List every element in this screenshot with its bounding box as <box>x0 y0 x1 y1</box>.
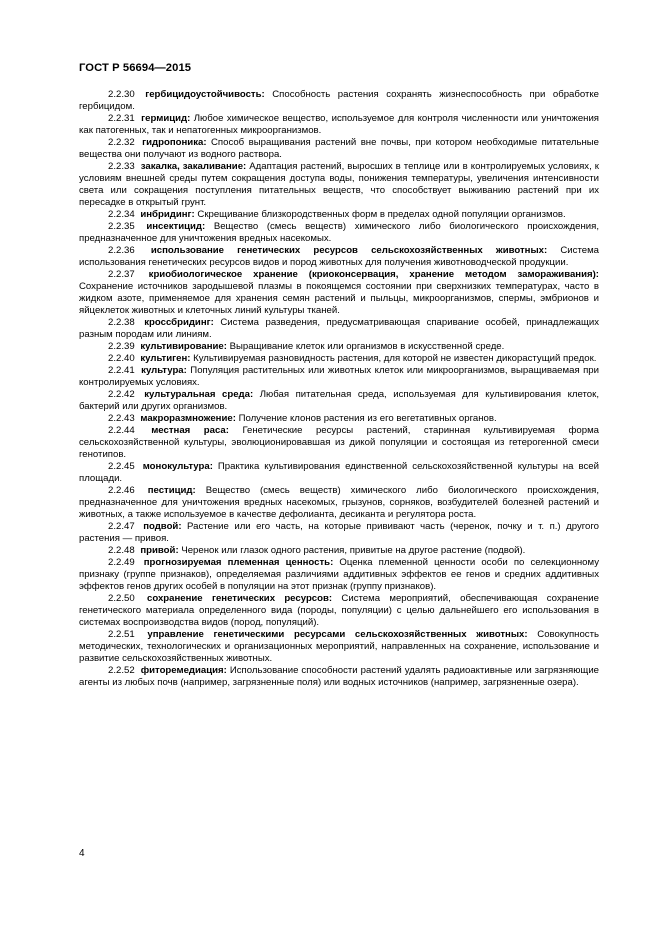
term-definition: Вещество (смесь веществ) химического либо биологического происхождения, предназначенное для уничтожения вредных насекомых, грызунов, сорняков, возбудителей болезней растений и животных, а также используемое в качестве дефолианта, десиканта и регулятора роста. <box>79 485 600 520</box>
term-entry <box>79 389 599 413</box>
term-name: гербицидоустойчивость: <box>145 89 265 100</box>
term-definition: Способность растения сохранять жизнеспособность при обработке гербицидом. <box>79 89 600 112</box>
term-number: 2.2.45 <box>108 461 135 472</box>
terms-list <box>79 89 599 689</box>
term-number: 2.2.33 <box>108 161 135 172</box>
term-definition: Популяция растительных или животных клеток или микроорганизмов, выращиваемая при контролируемых условиях. <box>79 365 599 388</box>
term-number: 2.2.51 <box>108 629 135 640</box>
term-entry <box>79 413 599 425</box>
term-name: привой: <box>140 545 179 556</box>
term-entry <box>79 341 599 353</box>
term-definition: Любое химическое вещество, используемое для контроля численности или уничтожения как патогенных, так и непатогенных микроорганизмов. <box>79 113 600 136</box>
term-entry <box>79 89 599 113</box>
term-name: культура: <box>141 365 187 376</box>
term-number: 2.2.52 <box>108 665 135 676</box>
term-number: 2.2.30 <box>108 89 135 100</box>
term-name: прогнозируемая племенная ценность: <box>143 557 334 568</box>
term-name: культивирование: <box>140 341 227 352</box>
term-definition: Черенок или глазок одного растения, привитые на другое растение (подвой). <box>181 545 526 556</box>
term-name: управление генетическими ресурсами сельскохозяйственных животных: <box>147 629 528 640</box>
term-name: гермицид: <box>141 113 191 124</box>
term-number: 2.2.34 <box>108 209 135 220</box>
term-number: 2.2.41 <box>108 365 135 376</box>
term-definition: Генетические ресурсы растений, старинная культивируемая форма сельскохозяйственной культуры, эволюционировавшая из дикой популяции и состоящая из гетерогенной смеси генотипов. <box>79 425 600 460</box>
term-number: 2.2.38 <box>108 317 135 328</box>
term-number: 2.2.43 <box>108 413 135 424</box>
term-name: криобиологическое хранение (криоконсервация, хранение методом замораживания): <box>148 269 599 280</box>
term-name: культиген: <box>140 353 191 364</box>
term-entry <box>79 521 599 545</box>
term-definition: Скрещивание близкородственных форм в пределах одной популяции организмов. <box>197 209 566 220</box>
term-name: подвой: <box>143 521 182 532</box>
term-name: фиторемедиация: <box>140 665 227 676</box>
term-definition: Оценка племенной ценности особи по селекционному признаку (группе признаков), определяемая различиями аддитивных эффектов ее генов и средних аддитивных эффектов генов других особей в популяции на этот признак (группу признаков). <box>79 557 600 592</box>
term-number: 2.2.44 <box>108 425 135 436</box>
term-entry <box>79 245 599 269</box>
term-entry <box>79 317 599 341</box>
term-entry <box>79 593 599 629</box>
term-name: инсектицид: <box>146 221 206 232</box>
term-definition: Система использования генетических ресурсов видов и пород животных для получения животноводческой продукции. <box>79 245 600 268</box>
term-entry <box>79 365 599 389</box>
term-name: закалка, закаливание: <box>140 161 247 172</box>
page-number: 4 <box>79 848 85 859</box>
term-definition: Получение клонов растения из его вегетативных органов. <box>238 413 497 424</box>
term-name: сохранение генетических ресурсов: <box>147 593 333 604</box>
term-definition: Адаптация растений, выросших в теплице или в контролируемых условиях, к условиям внешней среды путем сокращения доступа воды, понижения температуры, увеличения интенсивности света или сокращения поступления питательных веществ, что способствует выживанию растений при их пересадке в открытый грунт. <box>79 161 599 208</box>
term-number: 2.2.39 <box>108 341 135 352</box>
term-number: 2.2.40 <box>108 353 135 364</box>
term-number: 2.2.47 <box>108 521 135 532</box>
term-entry <box>79 545 599 557</box>
term-name: культуральная среда: <box>144 389 254 400</box>
term-entry <box>79 353 599 365</box>
term-entry <box>79 269 599 317</box>
term-definition: Культивируемая разновидность растения, для которой не известен дикорастущий предок. <box>193 353 597 364</box>
term-number: 2.2.50 <box>108 593 135 604</box>
term-entry <box>79 137 599 161</box>
term-entry <box>79 221 599 245</box>
term-entry <box>79 485 599 521</box>
term-number: 2.2.31 <box>108 113 135 124</box>
term-definition: Практика культивирования единственной сельскохозяйственной культуры на всей площади. <box>79 461 599 484</box>
term-definition: Вещество (смесь веществ) химического либо биологического происхождения, предназначенное для уничтожения вредных насекомых. <box>79 221 599 244</box>
term-number: 2.2.32 <box>108 137 135 148</box>
term-name: инбридинг: <box>140 209 195 220</box>
term-definition: Использование способности растений удалять радиоактивные или загрязняющие агенты из любых почв (например, загрязненные поля) или водных источников (например, загрязненные озера). <box>79 665 600 688</box>
document-header-title: ГОСТ Р 56694—2015 <box>79 62 192 74</box>
term-definition: Система разведения, предусматривающая спаривание особей, принадлежащих разным породам или линиям. <box>79 317 600 340</box>
term-entry <box>79 209 599 221</box>
term-definition: Способ выращивания растений вне почвы, при котором необходимые питательные вещества они получают из водного раствора. <box>79 137 599 160</box>
term-definition: Растение или его часть, на которые прививают часть (черенок, почку и т. п.) другого растения — привоя. <box>79 521 599 544</box>
term-name: использование генетических ресурсов сельскохозяйственных животных: <box>150 245 548 256</box>
term-definition: Совокупность методических, технологических и организационных мероприятий, направленных на сохранение, использование и развитие сельскохозяйственных животных. <box>79 629 599 664</box>
term-name: пестицид: <box>147 485 196 496</box>
term-definition: Любая питательная среда, используемая для культивирования клеток, бактерий или других организмов. <box>79 389 600 412</box>
term-entry <box>79 461 599 485</box>
term-name: монокультура: <box>142 461 213 472</box>
term-entry <box>79 161 599 209</box>
term-definition: Сохранение источников зародышевой плазмы в покоящемся состоянии при сверхнизких температурах, часто в жидком азоте, применяемое для хранения семян растений и пыльцы, микроорганизмов, спермы, эмбрионов и яйцеклеток животных и клеточных линий культуры тканей. <box>79 281 599 316</box>
term-number: 2.2.49 <box>108 557 135 568</box>
term-name: макроразмножение: <box>140 413 236 424</box>
term-name: местная раса: <box>151 425 229 436</box>
term-name: кроссбридинг: <box>144 317 214 328</box>
term-number: 2.2.36 <box>108 245 135 256</box>
term-number: 2.2.48 <box>108 545 135 556</box>
term-entry <box>79 557 599 593</box>
term-number: 2.2.46 <box>108 485 135 496</box>
term-entry <box>79 113 599 137</box>
term-number: 2.2.35 <box>108 221 135 232</box>
term-entry <box>79 665 599 689</box>
term-entry <box>79 629 599 665</box>
term-name: гидропоника: <box>142 137 207 148</box>
term-number: 2.2.42 <box>108 389 135 400</box>
term-definition: Система мероприятий, обеспечивающая сохранение генетического материала определенного вида (породы, популяции) с целью дальнейшего его использования в системах воспроизводства видов (пород, популяций). <box>79 593 600 628</box>
term-definition: Выращивание клеток или организмов в искусственной среде. <box>229 341 505 352</box>
term-number: 2.2.37 <box>108 269 135 280</box>
term-entry <box>79 425 599 461</box>
